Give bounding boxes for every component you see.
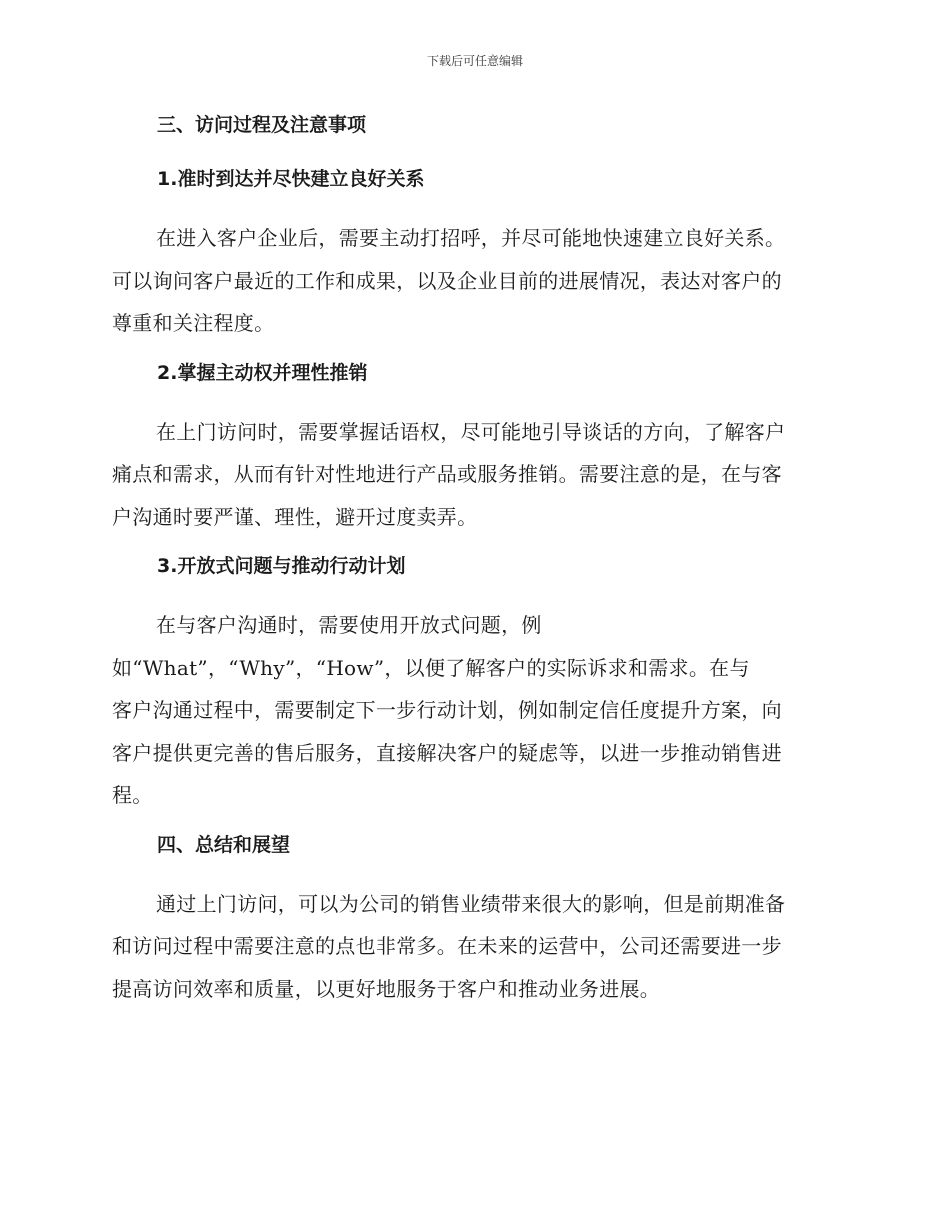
paragraph-line: 在与客户沟通时，需要使用开放式问题，例 <box>156 613 542 637</box>
paragraph-line: 可以询问客户最近的工作和成果，以及企业目前的进展情况，表达对客户的 <box>112 268 782 293</box>
paragraph-line: 如“What”，“Why”，“How”，以便了解客户的实际诉求和需求。在与 <box>112 655 750 680</box>
paragraph-line: 提高访问效率和质量，以更好地服务于客户和推动业务进展。 <box>112 976 661 1001</box>
paragraph-line: 痛点和需求，从而有针对性地进行产品或服务推销。需要注意的是，在与客 <box>112 462 782 486</box>
section-heading-4: 四、总结和展望 <box>157 833 291 856</box>
page-header: 下载后可任意编辑 <box>426 54 523 68</box>
paragraph-line: 客户沟通过程中，需要制定下一步行动计划，例如制定信任度提升方案，向 <box>112 698 782 722</box>
section-heading-3: 三、访问过程及注意事项 <box>157 114 367 136</box>
paragraph-line: 尊重和关注程度。 <box>112 311 275 335</box>
paragraph-1 <box>112 217 830 345</box>
paragraph-line: 客户提供更完善的售后服务，直接解决客户的疑虑等，以进一步推动销售进 <box>112 740 782 765</box>
paragraph-2 <box>112 411 830 539</box>
paragraph-3 <box>112 604 830 817</box>
subheading-2: 2.掌握主动权并理性推销 <box>157 361 368 384</box>
paragraph-line: 和访问过程中需要注意的点也非常多。在未来的运营中，公司还需要进一步 <box>112 934 782 958</box>
paragraph-4 <box>112 883 830 1011</box>
subheading-1: 1.准时到达并尽快建立良好关系 <box>157 168 425 190</box>
subheading-3: 3.开放式问题与推动行动计划 <box>157 555 406 577</box>
document-body <box>112 110 830 1023</box>
paragraph-line: 在上门访问时，需要掌握话语权，尽可能地引导谈话的方向，了解客户 <box>156 419 786 444</box>
paragraph-line: 通过上门访问，可以为公司的销售业绩带来很大的影响，但是前期准备 <box>156 891 786 916</box>
paragraph-line: 户沟通时要严谨、理性，避开过度卖弄。 <box>112 504 478 529</box>
paragraph-line: 在进入客户企业后，需要主动打招呼，并尽可能地快速建立良好关系。 <box>156 226 786 250</box>
paragraph-line: 程。 <box>112 783 153 807</box>
